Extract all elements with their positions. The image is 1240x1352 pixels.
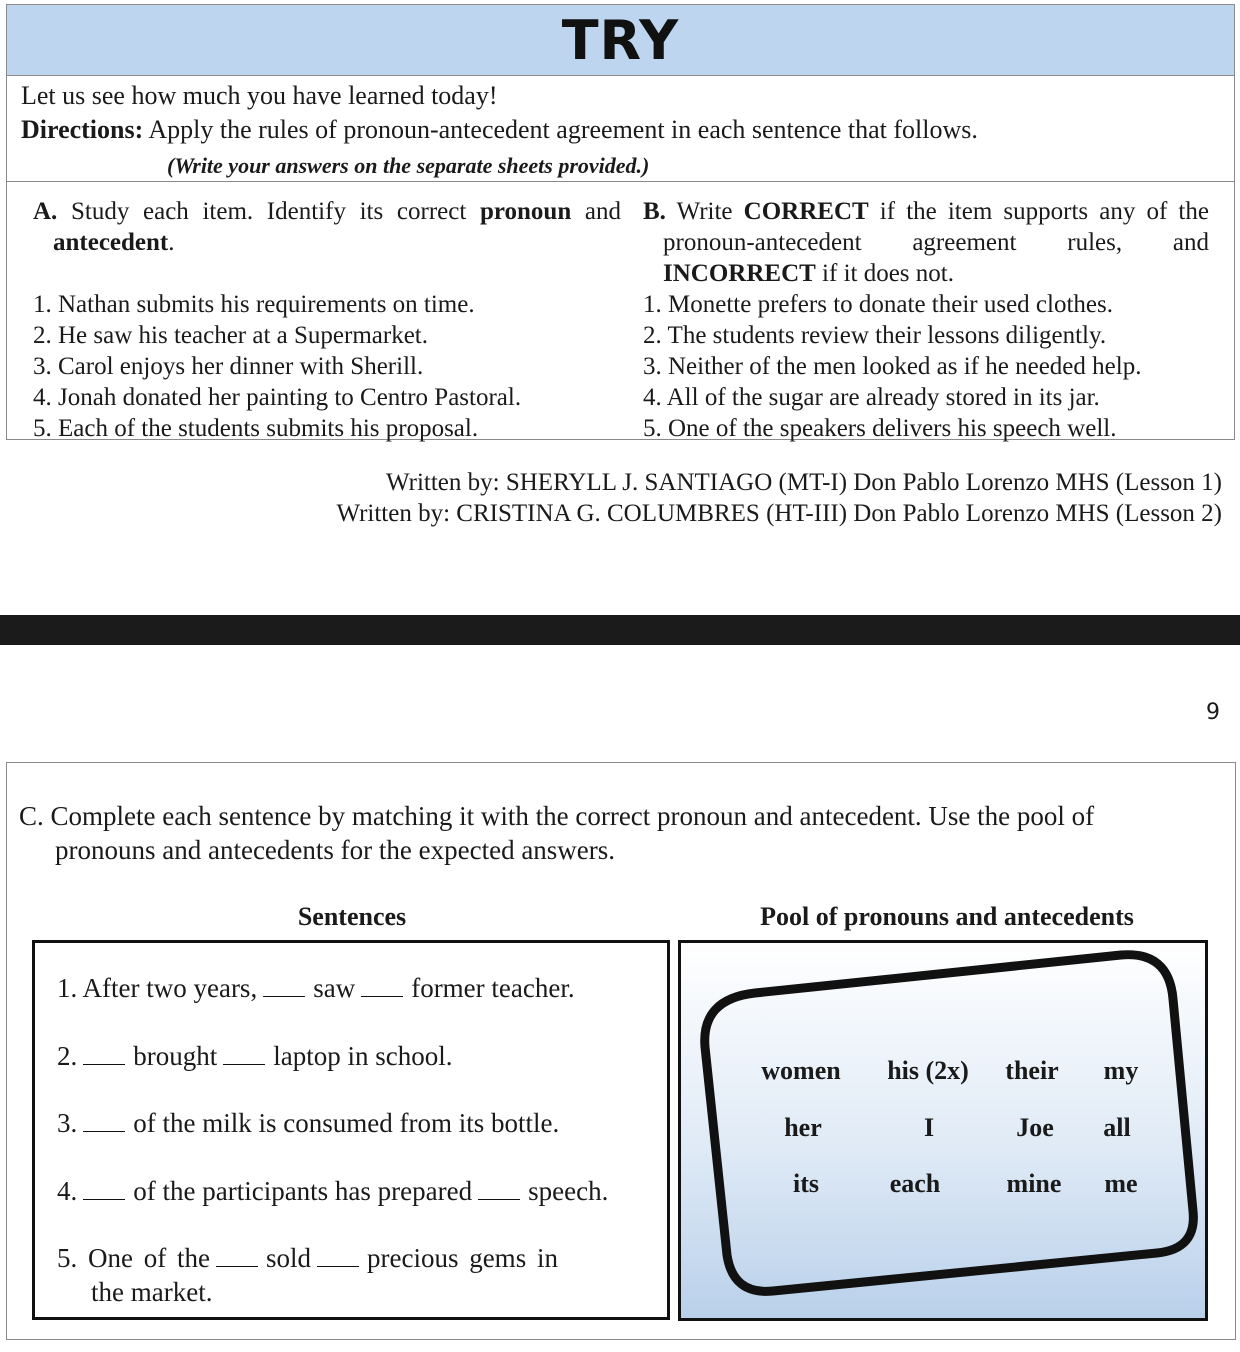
part-a-bold-pronoun: pronoun <box>479 198 572 225</box>
sentence-text: of the milk is consumed from its bottle. <box>133 1108 560 1138</box>
pool-word: his (2x) <box>887 1056 969 1085</box>
sentence-text: 2. <box>57 1041 78 1071</box>
directions-label: Directions: <box>21 115 144 144</box>
credit-line: Written by: SHERYLL J. SANTIAGO (MT-I) Don Pablo Lorenzo MHS (Lesson 1) <box>386 469 1222 496</box>
directions-line <box>21 115 978 145</box>
part-b-item: 5. One of the speakers delivers his speech well. <box>643 415 1117 442</box>
part-a-instruction <box>33 196 621 258</box>
sentence-4 <box>57 1174 608 1208</box>
part-b-item: 2. The students review their lessons diligently. <box>643 322 1107 349</box>
divider <box>7 181 1234 182</box>
page-number: 9 <box>1206 700 1220 725</box>
pool-word: I <box>923 1113 935 1142</box>
part-c-instruction-line1: C. Complete each sentence by matching it with the correct pronoun and antecedent. Use the pool of <box>19 801 1095 831</box>
part-a-item: 3. Carol enjoys her dinner with Sherill. <box>33 353 424 380</box>
pool-word: me <box>1104 1169 1138 1198</box>
part-b-bold-incorrect: INCORRECT <box>663 260 816 287</box>
try-title: TRY <box>561 9 680 72</box>
part-b-instruction <box>643 196 1209 289</box>
try-activity-box <box>6 4 1235 440</box>
part-a-item: 1. Nathan submits his requirements on time. <box>33 291 475 318</box>
sentence-text: laptop in school. <box>273 1041 453 1071</box>
answer-blank[interactable] <box>83 1042 125 1065</box>
pool-word: women <box>761 1056 841 1085</box>
part-b-instruction-end: if it does not. <box>822 260 954 287</box>
sentence-2 <box>57 1039 452 1073</box>
intro-text: Let us see how much you have learned today! <box>21 81 498 110</box>
pool-word: their <box>1005 1056 1059 1085</box>
answer-blank[interactable] <box>223 1042 265 1065</box>
sentence-text: sold <box>265 1243 311 1273</box>
pool-word: each <box>889 1169 941 1198</box>
part-a-item: 5. Each of the students submits his proposal. <box>33 415 479 442</box>
credit-line: Written by: CRISTINA G. COLUMBRES (HT-III) Don Pablo Lorenzo MHS (Lesson 2) <box>336 500 1222 527</box>
answer-blank[interactable] <box>317 1244 359 1267</box>
sentence-text: saw <box>313 973 356 1003</box>
pool-word: Joe <box>1016 1113 1054 1142</box>
sentence-text: 1. After two years, <box>57 973 258 1003</box>
part-b <box>643 196 1209 444</box>
part-b-item: 4. All of the sugar are already stored in its jar. <box>643 384 1100 411</box>
part-a-and: and <box>584 198 622 225</box>
part-b-label: B. <box>643 198 666 225</box>
part-a <box>33 196 621 444</box>
answer-blank[interactable] <box>263 974 305 997</box>
sentence-text: 5. One of the <box>57 1243 210 1273</box>
part-a-period: . <box>168 229 175 256</box>
sentence-text: precious gems in <box>366 1243 558 1273</box>
sentence-3 <box>57 1106 559 1140</box>
sentence-text: former teacher. <box>411 973 575 1003</box>
part-b-item: 1. Monette prefers to donate their used clothes. <box>643 291 1113 318</box>
answer-blank[interactable] <box>83 1177 125 1200</box>
sentences-heading: Sentences <box>297 902 407 931</box>
part-b-write: Write <box>676 198 733 225</box>
sentence-1 <box>57 971 575 1005</box>
answer-blank[interactable] <box>83 1109 125 1132</box>
pool-word: mine <box>1006 1169 1062 1198</box>
pool-word: its <box>793 1169 819 1198</box>
pool-word: all <box>1103 1113 1131 1142</box>
part-b-item: 3. Neither of the men looked as if he needed help. <box>643 353 1142 380</box>
sentence-5-continuation: the market. <box>91 1277 213 1307</box>
answer-blank[interactable] <box>478 1177 520 1200</box>
directions-text: Apply the rules of pronoun-antecedent agreement in each sentence that follows. <box>148 115 978 144</box>
part-b-instruction-text: if the item supports any of the pronoun-antecedent agreement rules, and <box>663 198 1209 256</box>
part-a-item: 4. Jonah donated her painting to Centro Pastoral. <box>33 384 522 411</box>
sentence-text: 3. <box>57 1108 78 1138</box>
part-a-label: A. <box>33 198 58 225</box>
sentence-text: of the participants has prepared <box>133 1176 473 1206</box>
pool-heading: Pool of pronouns and antecedents <box>760 902 1134 931</box>
directions-note: (Write your answers on the separate sheets provided.) <box>167 153 650 178</box>
part-a-bold-antecedent: antecedent <box>53 229 169 256</box>
answer-blank[interactable] <box>361 974 403 997</box>
part-a-instruction-text: Study each item. Identify its correct <box>70 198 467 225</box>
part-c-instruction-line2: pronouns and antecedents for the expected answers. <box>55 835 616 865</box>
title-band <box>7 5 1234 76</box>
sentences-box <box>32 940 670 1320</box>
pool-word: her <box>784 1113 822 1142</box>
pool-word: my <box>1103 1056 1139 1085</box>
page-break-bar <box>0 615 1240 645</box>
sentence-text: speech. <box>528 1176 609 1206</box>
pool-box <box>678 940 1208 1321</box>
sentence-text: brought <box>133 1041 218 1071</box>
sentence-text: 4. <box>57 1176 78 1206</box>
sentence-5 <box>57 1241 558 1275</box>
part-b-bold-correct: CORRECT <box>743 198 869 225</box>
answer-blank[interactable] <box>216 1244 258 1267</box>
part-a-item: 2. He saw his teacher at a Supermarket. <box>33 322 428 349</box>
